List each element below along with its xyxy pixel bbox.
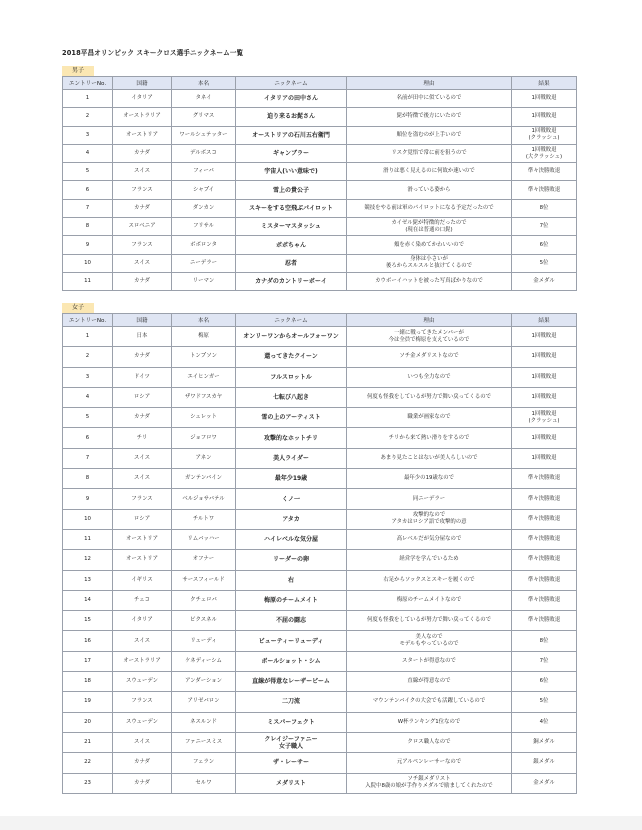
header-reason: 理由 xyxy=(347,77,512,90)
header-country: 国籍 xyxy=(113,314,172,327)
country-cell: イギリス xyxy=(113,570,172,590)
reason-cell: 髭が特徴で後方にいたので xyxy=(347,108,512,126)
table-row xyxy=(63,236,577,254)
reason-cell: 美人なので モデルもやっているので xyxy=(347,631,512,651)
entry-no-cell: 10 xyxy=(63,509,113,529)
result-cell: 準々決勝敗退 xyxy=(512,570,577,590)
table-row xyxy=(63,254,577,272)
nickname-cell: 七転び八起き xyxy=(236,387,347,407)
entry-no-cell: 22 xyxy=(63,753,113,773)
table-row xyxy=(63,163,577,181)
nickname-cell: ビューティーリューディ xyxy=(236,631,347,651)
table-row xyxy=(63,712,577,732)
result-cell: 準々決勝敗退 xyxy=(512,509,577,529)
nickname-cell: ボールショット・シム xyxy=(236,651,347,671)
reason-cell: 元アルペンレーサーなので xyxy=(347,753,512,773)
reason-cell: 頬を赤く染めてかわいいので xyxy=(347,236,512,254)
country-cell: カナダ xyxy=(113,144,172,162)
reason-cell: チリから来て熱い滑りをするので xyxy=(347,428,512,448)
real-name-cell: リーマン xyxy=(172,272,236,290)
country-cell: カナダ xyxy=(113,199,172,217)
real-name-cell: アネン xyxy=(172,448,236,468)
real-name-cell: セルワ xyxy=(172,773,236,793)
table-row xyxy=(63,672,577,692)
entry-no-cell: 7 xyxy=(63,448,113,468)
nickname-cell: 美人ライダー xyxy=(236,448,347,468)
real-name-cell: フリサル xyxy=(172,218,236,236)
reason-cell: 同ニーデラー xyxy=(347,489,512,509)
nickname-cell: 雪の上のアーティスト xyxy=(236,408,347,428)
country-cell: スウェーデン xyxy=(113,712,172,732)
header-entry-no: エントリーNo. xyxy=(63,77,113,90)
entry-no-cell: 7 xyxy=(63,199,113,217)
men-table xyxy=(62,76,577,291)
entry-no-cell: 12 xyxy=(63,550,113,570)
reason-cell: 順位を盗むのが上手いので xyxy=(347,126,512,144)
reason-cell: 滑っている姿から xyxy=(347,181,512,199)
real-name-cell: ニーデラー xyxy=(172,254,236,272)
entry-no-cell: 9 xyxy=(63,236,113,254)
reason-cell: 名前が田中に似ているので xyxy=(347,90,512,108)
table-row xyxy=(63,218,577,236)
nickname-cell: メダリスト xyxy=(236,773,347,793)
real-name-cell: シェレット xyxy=(172,408,236,428)
result-cell: 1回戦敗退 (クラッシュ) xyxy=(512,408,577,428)
country-cell: スウェーデン xyxy=(113,672,172,692)
header-nickname: ニックネーム xyxy=(236,77,347,90)
table-row xyxy=(63,199,577,217)
table-row xyxy=(63,448,577,468)
reason-cell: マウンテンバイクの大会でも活躍しているので xyxy=(347,692,512,712)
reason-cell: 梅原のチームメイトなので xyxy=(347,590,512,610)
entry-no-cell: 8 xyxy=(63,469,113,489)
nickname-cell: フルスロットル xyxy=(236,367,347,387)
entry-no-cell: 1 xyxy=(63,327,113,347)
header-reason: 理由 xyxy=(347,314,512,327)
entry-no-cell: 8 xyxy=(63,218,113,236)
country-cell: チェコ xyxy=(113,590,172,610)
reason-cell: 一緒に戦ってきたメンバーが 今は全員で梅原を支えているので xyxy=(347,327,512,347)
real-name-cell: ワールシュテッター xyxy=(172,126,236,144)
table-row xyxy=(63,90,577,108)
entry-no-cell: 15 xyxy=(63,611,113,631)
result-cell: 1回戦敗退 (クラッシュ) xyxy=(512,126,577,144)
real-name-cell: タネイ xyxy=(172,90,236,108)
entry-no-cell: 19 xyxy=(63,692,113,712)
result-cell: 準々決勝敗退 xyxy=(512,489,577,509)
table-row xyxy=(63,367,577,387)
result-cell: 1回戦敗退 xyxy=(512,327,577,347)
country-cell: カナダ xyxy=(113,408,172,428)
real-name-cell: アンダーション xyxy=(172,672,236,692)
country-cell: フランス xyxy=(113,181,172,199)
reason-cell: 職業が画家なので xyxy=(347,408,512,428)
real-name-cell: ダンカン xyxy=(172,199,236,217)
reason-cell: 攻撃的なので アタカはロシア語で攻撃的の意 xyxy=(347,509,512,529)
nickname-cell: オンリーワンからオールフォーワン xyxy=(236,327,347,347)
nickname-cell: ミスターマスタッシュ xyxy=(236,218,347,236)
table-row xyxy=(63,509,577,529)
result-cell: 5位 xyxy=(512,692,577,712)
header-country: 国籍 xyxy=(113,77,172,90)
entry-no-cell: 4 xyxy=(63,144,113,162)
real-name-cell: クチェロバ xyxy=(172,590,236,610)
nickname-cell: 雪上の貴公子 xyxy=(236,181,347,199)
nickname-cell: ハイレベルな気分屋 xyxy=(236,529,347,549)
header-real-name: 本名 xyxy=(172,314,236,327)
entry-no-cell: 2 xyxy=(63,108,113,126)
result-cell: 準々決勝敗退 xyxy=(512,529,577,549)
nickname-cell: 右 xyxy=(236,570,347,590)
header-result: 結果 xyxy=(512,77,577,90)
table-row xyxy=(63,408,577,428)
real-name-cell: リューディ xyxy=(172,631,236,651)
real-name-cell: グリマス xyxy=(172,108,236,126)
result-cell: 1回戦敗退 xyxy=(512,448,577,468)
real-name-cell: ネスルンド xyxy=(172,712,236,732)
real-name-cell: 梅原 xyxy=(172,327,236,347)
reason-cell: 何度も怪我をしているが努力で舞い戻ってくるので xyxy=(347,611,512,631)
men-header-row xyxy=(63,77,577,90)
table-row xyxy=(63,108,577,126)
table-row xyxy=(63,753,577,773)
country-cell: スイス xyxy=(113,732,172,752)
country-cell: フランス xyxy=(113,489,172,509)
reason-cell: 直線が得意なので xyxy=(347,672,512,692)
real-name-cell: サースフィールド xyxy=(172,570,236,590)
page-bottom-edge xyxy=(0,816,642,830)
entry-no-cell: 18 xyxy=(63,672,113,692)
table-row xyxy=(63,126,577,144)
nickname-cell: 直線が得意なレーザービーム xyxy=(236,672,347,692)
nickname-cell: オーストリアの石川五右衛門 xyxy=(236,126,347,144)
entry-no-cell: 11 xyxy=(63,272,113,290)
nickname-cell: ボボちゃん xyxy=(236,236,347,254)
real-name-cell: ジョフロワ xyxy=(172,428,236,448)
table-row xyxy=(63,570,577,590)
nickname-cell: 不屈の闘志 xyxy=(236,611,347,631)
nickname-cell: イタリアの田中さん xyxy=(236,90,347,108)
country-cell: スイス xyxy=(113,448,172,468)
result-cell: 1回戦敗退 xyxy=(512,428,577,448)
entry-no-cell: 20 xyxy=(63,712,113,732)
country-cell: スイス xyxy=(113,254,172,272)
entry-no-cell: 17 xyxy=(63,651,113,671)
result-cell: 準々決勝敗退 xyxy=(512,163,577,181)
real-name-cell: リムバッハー xyxy=(172,529,236,549)
country-cell: イタリア xyxy=(113,90,172,108)
reason-cell: 経営学を学んでいるため xyxy=(347,550,512,570)
nickname-cell: ザ・レーサー xyxy=(236,753,347,773)
entry-no-cell: 6 xyxy=(63,428,113,448)
country-cell: スイス xyxy=(113,631,172,651)
real-name-cell: エイヒンガー xyxy=(172,367,236,387)
nickname-cell: ミスパーフェクト xyxy=(236,712,347,732)
country-cell: ドイツ xyxy=(113,367,172,387)
real-name-cell: フェラン xyxy=(172,753,236,773)
result-cell: 1回戦敗退 xyxy=(512,90,577,108)
table-row xyxy=(63,529,577,549)
nickname-cell: 還ってきたクイーン xyxy=(236,347,347,367)
header-nickname: ニックネーム xyxy=(236,314,347,327)
table-row xyxy=(63,387,577,407)
header-result: 結果 xyxy=(512,314,577,327)
nickname-cell: アタカ xyxy=(236,509,347,529)
reason-cell: あまり見たことはないが美人らしいので xyxy=(347,448,512,468)
result-cell: 7位 xyxy=(512,218,577,236)
real-name-cell: トンプソン xyxy=(172,347,236,367)
result-cell: 4位 xyxy=(512,712,577,732)
real-name-cell: デルボスコ xyxy=(172,144,236,162)
reason-cell: 高レベルだが気分屋なので xyxy=(347,529,512,549)
table-row xyxy=(63,272,577,290)
table-row xyxy=(63,489,577,509)
table-row xyxy=(63,181,577,199)
nickname-cell: 宇宙人(いい意味で) xyxy=(236,163,347,181)
country-cell: カナダ xyxy=(113,347,172,367)
country-cell: オーストリア xyxy=(113,529,172,549)
result-cell: 1回戦敗退 xyxy=(512,367,577,387)
country-cell: フランス xyxy=(113,692,172,712)
real-name-cell: オフナー xyxy=(172,550,236,570)
country-cell: スロベニア xyxy=(113,218,172,236)
real-name-cell: ボボロンタ xyxy=(172,236,236,254)
table-row xyxy=(63,773,577,793)
men-section-label: 男子 xyxy=(62,66,94,76)
result-cell: 1回戦敗退 (大クラッシュ) xyxy=(512,144,577,162)
result-cell: 8位 xyxy=(512,199,577,217)
nickname-cell: クレイジーファニー 女子職人 xyxy=(236,732,347,752)
country-cell: イタリア xyxy=(113,611,172,631)
result-cell: 7位 xyxy=(512,651,577,671)
result-cell: 1回戦敗退 xyxy=(512,108,577,126)
reason-cell: ソチ金メダリストなので xyxy=(347,347,512,367)
result-cell: 準々決勝敗退 xyxy=(512,469,577,489)
entry-no-cell: 2 xyxy=(63,347,113,367)
reason-cell: いつも全力なので xyxy=(347,367,512,387)
country-cell: オーストリア xyxy=(113,550,172,570)
real-name-cell: ザワドフスカヤ xyxy=(172,387,236,407)
country-cell: カナダ xyxy=(113,753,172,773)
entry-no-cell: 10 xyxy=(63,254,113,272)
reason-cell: スタートが得意なので xyxy=(347,651,512,671)
header-entry-no: エントリーNo. xyxy=(63,314,113,327)
table-row xyxy=(63,611,577,631)
country-cell: カナダ xyxy=(113,773,172,793)
result-cell: 金メダル xyxy=(512,272,577,290)
result-cell: 6位 xyxy=(512,672,577,692)
country-cell: ロシア xyxy=(113,509,172,529)
women-table xyxy=(62,313,577,794)
nickname-cell: カナダのカントリーボーイ xyxy=(236,272,347,290)
entry-no-cell: 5 xyxy=(63,408,113,428)
nickname-cell: くノ一 xyxy=(236,489,347,509)
reason-cell: W杯ランキング1位なので xyxy=(347,712,512,732)
nickname-cell: 二刀流 xyxy=(236,692,347,712)
country-cell: スイス xyxy=(113,163,172,181)
nickname-cell: リーダーの卵 xyxy=(236,550,347,570)
entry-no-cell: 9 xyxy=(63,489,113,509)
entry-no-cell: 16 xyxy=(63,631,113,651)
real-name-cell: ケネディーシム xyxy=(172,651,236,671)
table-row xyxy=(63,732,577,752)
reason-cell: リスク覚悟で常に前を狙うので xyxy=(347,144,512,162)
table-row xyxy=(63,469,577,489)
entry-no-cell: 5 xyxy=(63,163,113,181)
result-cell: 準々決勝敗退 xyxy=(512,590,577,610)
real-name-cell: アリゼバロン xyxy=(172,692,236,712)
real-name-cell: シャプイ xyxy=(172,181,236,199)
country-cell: オーストラリア xyxy=(113,651,172,671)
nickname-cell: 最年少19歳 xyxy=(236,469,347,489)
entry-no-cell: 14 xyxy=(63,590,113,610)
result-cell: 1回戦敗退 xyxy=(512,347,577,367)
reason-cell: カイゼル髭が特徴的だったので (現在は普通の口髭) xyxy=(347,218,512,236)
entry-no-cell: 21 xyxy=(63,732,113,752)
country-cell: フランス xyxy=(113,236,172,254)
nickname-cell: 忍者 xyxy=(236,254,347,272)
table-row xyxy=(63,428,577,448)
result-cell: 準々決勝敗退 xyxy=(512,550,577,570)
result-cell: 銀メダル xyxy=(512,753,577,773)
reason-cell: 最年少の19歳なので xyxy=(347,469,512,489)
entry-no-cell: 23 xyxy=(63,773,113,793)
result-cell: 準々決勝敗退 xyxy=(512,181,577,199)
reason-cell: 右足からソックスとスキーを履くので xyxy=(347,570,512,590)
table-row xyxy=(63,590,577,610)
nickname-cell: 迫り来るお髭さん xyxy=(236,108,347,126)
nickname-cell: 梅原のチームメイト xyxy=(236,590,347,610)
result-cell: 銅メダル xyxy=(512,732,577,752)
nickname-cell: スキーをする空飛ぶパイロット xyxy=(236,199,347,217)
result-cell: 8位 xyxy=(512,631,577,651)
entry-no-cell: 3 xyxy=(63,126,113,144)
result-cell: 準々決勝敗退 xyxy=(512,611,577,631)
nickname-cell: 攻撃的なホットチリ xyxy=(236,428,347,448)
table-row xyxy=(63,327,577,347)
header-real-name: 本名 xyxy=(172,77,236,90)
women-section-label: 女子 xyxy=(62,303,94,313)
real-name-cell: ベルジョサバテル xyxy=(172,489,236,509)
reason-cell: クロス職人なので xyxy=(347,732,512,752)
entry-no-cell: 3 xyxy=(63,367,113,387)
entry-no-cell: 4 xyxy=(63,387,113,407)
result-cell: 5位 xyxy=(512,254,577,272)
result-cell: 1回戦敗退 xyxy=(512,387,577,407)
reason-cell: 滑りは悪く見えるのに何故か速いので xyxy=(347,163,512,181)
entry-no-cell: 11 xyxy=(63,529,113,549)
real-name-cell: ガンテンバイン xyxy=(172,469,236,489)
result-cell: 金メダル xyxy=(512,773,577,793)
table-row xyxy=(63,651,577,671)
table-row xyxy=(63,631,577,651)
entry-no-cell: 13 xyxy=(63,570,113,590)
table-row xyxy=(63,692,577,712)
reason-cell: カウボーイハットを被った写真ばかりなので xyxy=(347,272,512,290)
reason-cell: ソチ銀メダリスト 入院中8歳の娘が手作りメダルで励ましてくれたので xyxy=(347,773,512,793)
document-title: 2018平昌オリンピック スキークロス選手ニックネーム一覧 xyxy=(62,49,244,57)
entry-no-cell: 6 xyxy=(63,181,113,199)
country-cell: ロシア xyxy=(113,387,172,407)
reason-cell: 競技をやる前は軍のパイロットになる予定だったので xyxy=(347,199,512,217)
country-cell: カナダ xyxy=(113,272,172,290)
table-row xyxy=(63,144,577,162)
reason-cell: 何度も怪我をしているが努力で舞い戻ってくるので xyxy=(347,387,512,407)
nickname-cell: ギャンブラー xyxy=(236,144,347,162)
real-name-cell: チルトワ xyxy=(172,509,236,529)
table-row xyxy=(63,550,577,570)
real-name-cell: ピクスネル xyxy=(172,611,236,631)
women-header-row xyxy=(63,314,577,327)
country-cell: 日本 xyxy=(113,327,172,347)
real-name-cell: フィーバ xyxy=(172,163,236,181)
real-name-cell: ファニースミス xyxy=(172,732,236,752)
table-row xyxy=(63,347,577,367)
entry-no-cell: 1 xyxy=(63,90,113,108)
country-cell: スイス xyxy=(113,469,172,489)
reason-cell: 身体は小さいが 後ろからスルスルと抜けてくるので xyxy=(347,254,512,272)
country-cell: オーストラリア xyxy=(113,108,172,126)
country-cell: オーストリア xyxy=(113,126,172,144)
result-cell: 6位 xyxy=(512,236,577,254)
country-cell: チリ xyxy=(113,428,172,448)
